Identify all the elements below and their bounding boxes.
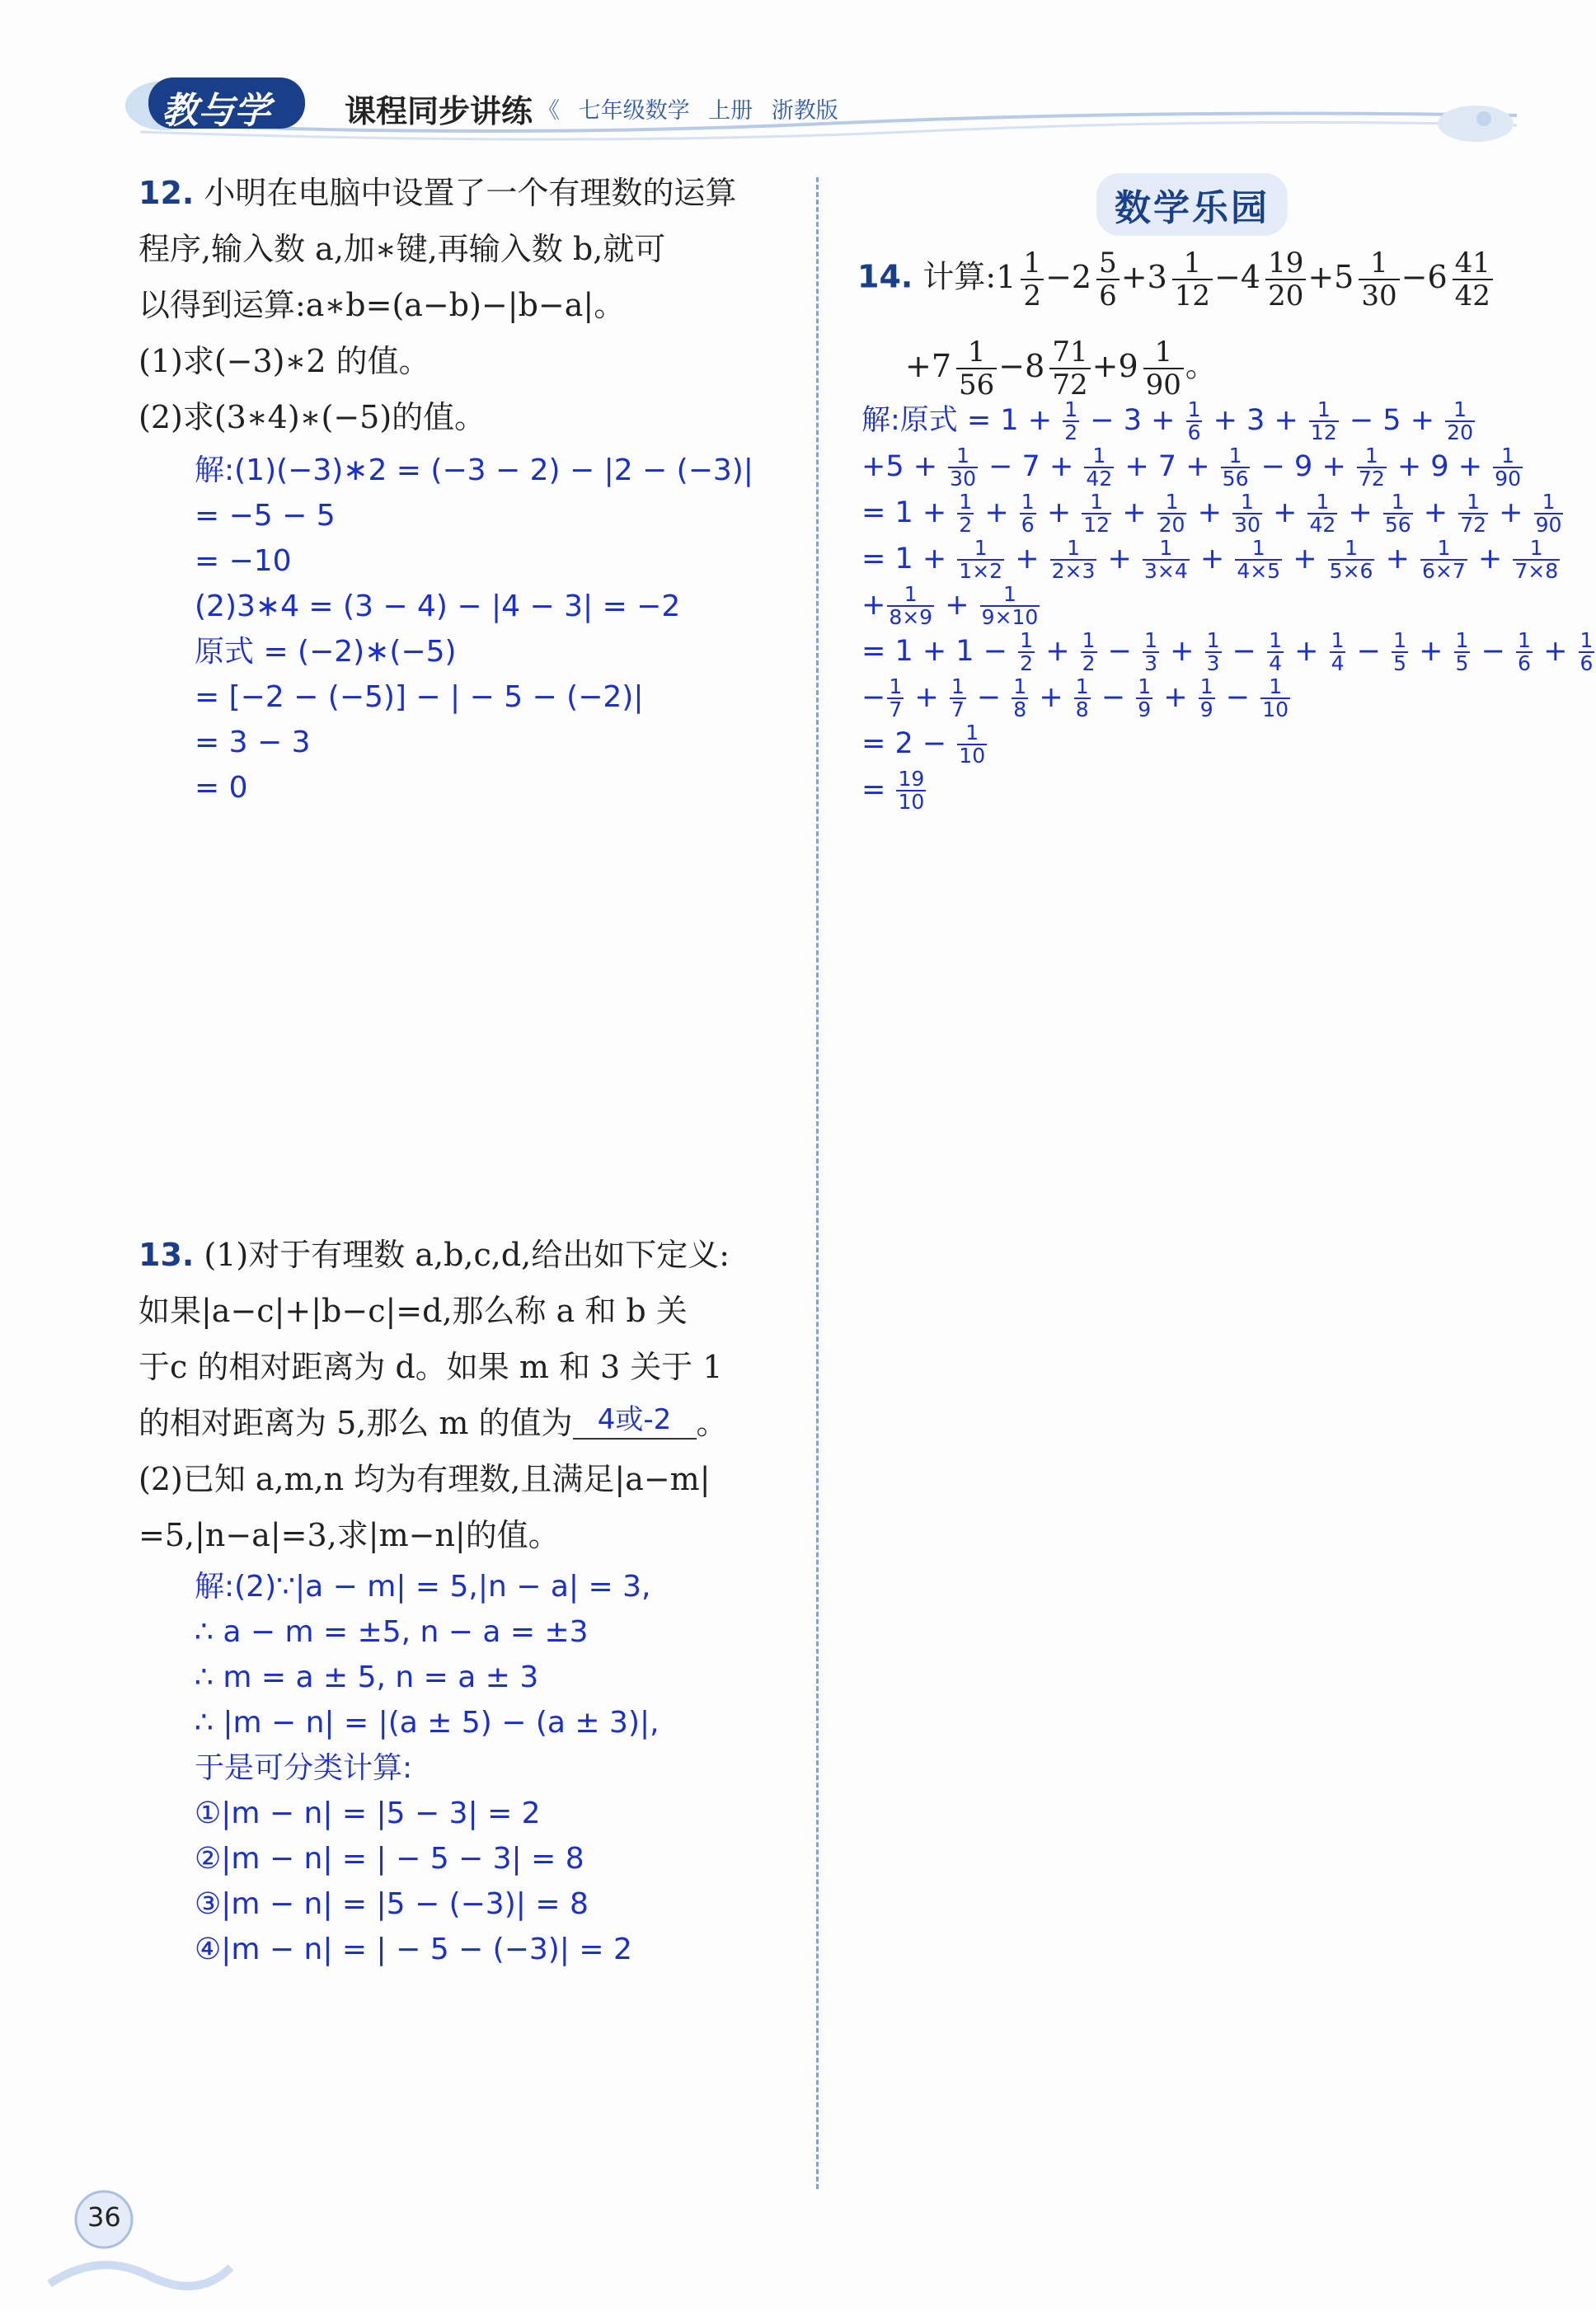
footer-decoration <box>49 2243 231 2300</box>
fraction: $\frac{1}{2}$ <box>1082 628 1096 675</box>
fraction: $\frac{1}{9\times 10}$ <box>981 582 1039 629</box>
answer-12 <box>195 448 753 810</box>
term-sign: − <box>1214 258 1241 295</box>
term-fraction: $\frac{41}{42}$ <box>1453 247 1493 312</box>
page-number <box>69 2185 143 2251</box>
answer-line: = 0 <box>195 771 248 805</box>
fraction: $\frac{1}{9}$ <box>1138 674 1152 721</box>
term-whole: 3 <box>1147 258 1167 295</box>
fraction: $\frac{1}{72}$ <box>1460 490 1487 537</box>
answer-line: = 3 − 3 <box>195 726 311 759</box>
question-line: 以得到运算:a∗b=(a−b)−|b−a|。 <box>138 287 626 323</box>
answer-13 <box>195 1564 660 1972</box>
mixed-number-term <box>998 336 1091 402</box>
term-sign: + <box>905 347 932 384</box>
question-number: 14. <box>857 258 913 295</box>
term-whole: 6 <box>1427 258 1448 295</box>
fraction: $\frac{1}{90}$ <box>1495 444 1521 491</box>
question-line: 小明在电脑中设置了一个有理数的运算 <box>204 175 737 211</box>
question-number: 13. <box>138 1237 195 1273</box>
question-part: (2)已知 a,m,n 均为有理数,且满足|a−m| <box>138 1461 711 1497</box>
term-sign: + <box>1120 258 1148 295</box>
answer-line: = [−2 − (−5)] − | − 5 − (−2)| <box>195 680 644 714</box>
fraction: $\frac{1}{30}$ <box>1234 490 1260 537</box>
answer-14 <box>861 397 1596 813</box>
answer-line: = $\frac{19}{10}$ <box>861 767 925 814</box>
question-line: 程序,输入数 a,加∗键,再输入数 b,就可 <box>138 231 666 267</box>
term-fraction: $\frac{19}{20}$ <box>1265 247 1306 312</box>
mixed-number-term <box>905 336 998 402</box>
term-whole: 7 <box>931 347 952 384</box>
blank-answer: 4或-2 <box>573 1402 697 1440</box>
answer-line: +5 + $\frac{1}{30}$ − 7 + $\frac{1}{42}$ + 7 + $\frac{1}{56}$ − 9 + $\frac{1}{72}$ + 9 + $\frac{1}{90}$ <box>861 444 1521 491</box>
fraction: $\frac{1}{6}$ <box>1580 628 1594 675</box>
answer-line: = −5 − 5 <box>195 499 336 533</box>
term-whole: 1 <box>996 258 1016 295</box>
fraction: $\frac{1}{8}$ <box>1013 674 1027 721</box>
fraction: $\frac{1}{9}$ <box>1199 674 1213 721</box>
question-number: 12. <box>138 175 195 211</box>
fraction: $\frac{1}{6}$ <box>1187 397 1201 444</box>
question-end: 。 <box>1185 347 1217 384</box>
answer-line: 解:(2)∵|a − m| = 5,|n − a| = 3, <box>195 1570 651 1604</box>
fraction: $\frac{1}{4}$ <box>1269 628 1282 675</box>
question-line: 如果|a−c|+|b−c|=d,那么称 a 和 b 关 <box>138 1293 688 1329</box>
answer-line: ∴ m = a ± 5, n = a ± 3 <box>195 1660 539 1694</box>
logo-text: 教与学 <box>162 90 270 132</box>
term-whole: 2 <box>1071 258 1092 295</box>
fraction: $\frac{1}{30}$ <box>950 444 976 491</box>
term-whole: 9 <box>1118 347 1138 384</box>
fraction: $\frac{1}{4\times 5}$ <box>1237 536 1281 583</box>
fraction: $\frac{1}{10}$ <box>959 721 986 768</box>
term-whole: 4 <box>1240 258 1261 295</box>
fraction: $\frac{1}{6}$ <box>1518 628 1531 675</box>
term-fraction: $\frac{5}{6}$ <box>1096 247 1120 312</box>
fraction: $\frac{1}{42}$ <box>1309 490 1336 537</box>
mixed-number-term <box>1307 247 1401 312</box>
question-line: =5,|n−a|=3,求|m−n|的值。 <box>138 1517 560 1553</box>
answer-line: 于是可分类计算: <box>195 1751 413 1785</box>
fraction: $\frac{1}{7}$ <box>951 674 965 721</box>
answer-line: = −10 <box>195 544 292 578</box>
answer-line: ③|m − n| = |5 − (−3)| = 8 <box>195 1887 589 1921</box>
series-title: 课程同步讲练 <box>345 93 533 129</box>
fraction: $\frac{1}{20}$ <box>1447 397 1473 444</box>
column-divider <box>816 177 819 2189</box>
term-whole: 8 <box>1025 347 1045 384</box>
answer-line: ∴ |m − n| = |(a ± 5) − (a ± 3)|, <box>195 1706 660 1740</box>
answer-line: = 1 + $\frac{1}{2}$ + $\frac{1}{6}$ + $\frac{1}{12}$ + $\frac{1}{20}$ + $\frac{1}{30}$ + $\frac{1}{42}$ + $\frac{1}{56}$ + $\frac{1}{72}$ + $\frac{1}{90}$ <box>861 490 1562 537</box>
fraction: $\frac{1}{72}$ <box>1358 444 1385 491</box>
fraction: $\frac{1}{2}$ <box>1020 628 1034 675</box>
term-fraction: $\frac{1}{90}$ <box>1143 336 1184 401</box>
question-part: (2)求(3∗4)∗(−5)的值。 <box>138 399 486 435</box>
answer-line: ∴ a − m = ±5, n − a = ±3 <box>195 1615 589 1649</box>
fraction: $\frac{1}{3}$ <box>1144 628 1158 675</box>
fraction: $\frac{1}{6}$ <box>1021 490 1035 537</box>
answer-line: 解:(1)(−3)∗2 = (−3 − 2) − |2 − (−3)| <box>195 453 753 487</box>
mixed-number-term <box>1214 247 1307 312</box>
fraction: $\frac{1}{90}$ <box>1535 490 1562 537</box>
fraction: $\frac{1}{8}$ <box>1075 674 1089 721</box>
book-meta: 《 七年级数学 上册 浙教版 <box>537 98 838 124</box>
section-title: 数学乐园 <box>1096 173 1288 236</box>
term-fraction: $\frac{1}{30}$ <box>1359 247 1399 312</box>
answer-line: 原式 = (−2)∗(−5) <box>195 635 457 669</box>
answer-line: + $\frac{1}{8\times 9}$ + $\frac{1}{9\times 10}$ <box>861 582 1039 629</box>
answer-label: 解:原式 <box>861 404 958 437</box>
term-sign: + <box>1091 347 1119 384</box>
fraction: $\frac{1}{3}$ <box>1206 628 1220 675</box>
question-14 <box>857 247 1566 312</box>
mixed-number-term <box>1120 247 1214 312</box>
fraction: $\frac{1}{5\times 6}$ <box>1329 536 1373 583</box>
question-expression <box>905 336 1185 402</box>
fraction: $\frac{1}{7}$ <box>889 674 903 721</box>
fraction: $\frac{1}{10}$ <box>1262 674 1289 721</box>
mixed-number-term <box>996 247 1045 312</box>
term-sign: − <box>1401 258 1428 295</box>
question-expression <box>996 247 1495 312</box>
page-number-text: 36 <box>87 2201 121 2233</box>
fraction: $\frac{1}{12}$ <box>1083 490 1110 537</box>
term-fraction: $\frac{1}{56}$ <box>956 336 997 401</box>
answer-line: ①|m − n| = |5 − 3| = 2 <box>195 1797 541 1830</box>
fraction: $\frac{1}{56}$ <box>1222 444 1249 491</box>
answer-line: = 1 + $\frac{1}{1\times 2}$ + $\frac{1}{2\times 3}$ + $\frac{1}{3\times 4}$ + $\frac{1}{4\times 5}$ + $\frac{1}{5\times 6}$ + $\frac{1}{6\times 7}$ + $\frac{1}{7\times 8}$ <box>861 536 1559 583</box>
fraction: $\frac{19}{10}$ <box>898 767 925 814</box>
question-line: (1)对于有理数 a,b,c,d,给出如下定义: <box>204 1237 730 1273</box>
term-sign: − <box>998 347 1026 384</box>
fraction: $\frac{1}{1\times 2}$ <box>959 536 1003 583</box>
answer-line: ④|m − n| = | − 5 − (−3)| = 2 <box>195 1933 632 1966</box>
fraction: $\frac{1}{20}$ <box>1158 490 1185 537</box>
fraction: $\frac{1}{4}$ <box>1331 628 1345 675</box>
question-prefix: 计算: <box>922 258 997 295</box>
question-line: 的相对距离为 5,那么 m 的值为 <box>138 1405 573 1441</box>
question-13 <box>138 1227 798 1563</box>
question-line: 于c 的相对距离为 d。如果 m 和 3 关于 1 <box>138 1349 723 1385</box>
term-fraction: $\frac{1}{12}$ <box>1172 247 1213 312</box>
mixed-number-term <box>1401 247 1495 312</box>
answer-line: ②|m − n| = | − 5 − 3| = 8 <box>195 1842 584 1876</box>
question-part: (1)求(−3)∗2 的值。 <box>138 343 430 379</box>
fraction: $\frac{1}{3\times 4}$ <box>1143 536 1188 583</box>
term-whole: 5 <box>1334 258 1354 295</box>
blank-suffix: 。 <box>696 1405 728 1441</box>
question-14-line2 <box>905 336 1217 401</box>
fraction: $\frac{1}{2\times 3}$ <box>1051 536 1096 583</box>
mixed-number-term <box>1091 336 1185 402</box>
fraction: $\frac{1}{7\times 8}$ <box>1514 536 1559 583</box>
term-sign: + <box>1307 258 1335 295</box>
term-fraction: $\frac{71}{72}$ <box>1049 336 1090 401</box>
fraction: $\frac{1}{6\times 7}$ <box>1422 536 1466 583</box>
fraction: $\frac{1}{56}$ <box>1384 490 1411 537</box>
mixed-number-term <box>1045 247 1121 312</box>
fraction: $\frac{1}{5}$ <box>1393 628 1406 675</box>
answer-line: 解:原式 = 1 + $\frac{1}{2}$ − 3 + $\frac{1}{6}$ + 3 + $\frac{1}{12}$ − 5 + $\frac{1}{20}$ <box>861 397 1473 444</box>
fraction: $\frac{1}{2}$ <box>959 490 973 537</box>
answer-line: − $\frac{1}{7}$ + $\frac{1}{7}$ − $\frac{1}{8}$ + $\frac{1}{8}$ − $\frac{1}{9}$ + $\frac{1}{9}$ − $\frac{1}{10}$ <box>861 674 1289 721</box>
answer-line: (2)3∗4 = (3 − 4) − |4 − 3| = −2 <box>195 589 681 623</box>
term-sign: − <box>1045 258 1072 295</box>
fraction: $\frac{1}{42}$ <box>1086 444 1113 491</box>
question-12 <box>138 165 798 445</box>
term-fraction: $\frac{1}{2}$ <box>1021 247 1044 312</box>
page-header <box>0 0 1589 173</box>
answer-line: = 2 − $\frac{1}{10}$ <box>861 721 986 768</box>
fraction: $\frac{1}{2}$ <box>1064 397 1078 444</box>
fraction: $\frac{1}{5}$ <box>1455 628 1469 675</box>
answer-line: = 1 + 1 − $\frac{1}{2}$ + $\frac{1}{2}$ − $\frac{1}{3}$ + $\frac{1}{3}$ − $\frac{1}{4}$ + $\frac{1}{4}$ − $\frac{1}{5}$ + $\frac{1}{5}$ − $\frac{1}{6}$ + $\frac{1}{6}$ <box>861 628 1594 675</box>
fraction: $\frac{1}{8\times 9}$ <box>889 582 933 629</box>
fraction: $\frac{1}{12}$ <box>1310 397 1337 444</box>
